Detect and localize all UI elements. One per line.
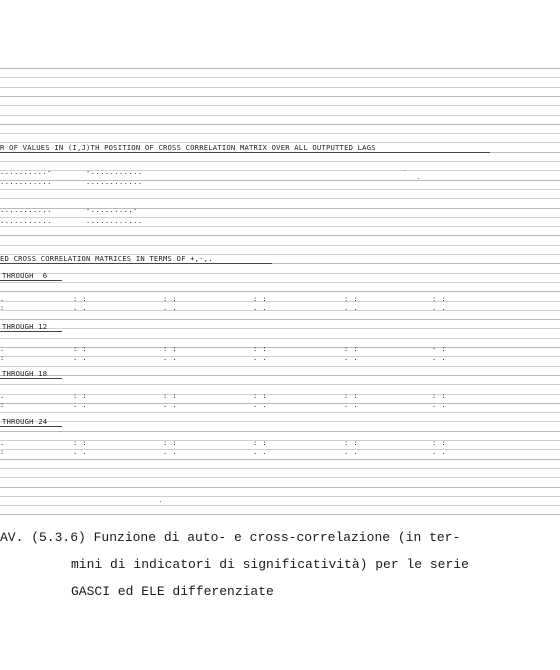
computer-printout: [0, 60, 560, 520]
matrix-row-3-col-2: -.........-: [86, 206, 138, 214]
paper-rule-line: [0, 170, 560, 171]
block-cell: - :: [432, 345, 447, 353]
paper-rule-line: [0, 124, 560, 125]
paper-rule-line: [0, 459, 560, 460]
paper-rule-line: [0, 68, 560, 69]
paper-rule-line: [0, 77, 560, 78]
paper-rule-line: [0, 487, 560, 488]
block-cell: . .: [73, 304, 88, 312]
paper-rule-line: [0, 105, 560, 106]
block-cell: . .: [253, 304, 268, 312]
block-cell: : :: [163, 439, 178, 447]
block-cell: : :: [432, 392, 447, 400]
paper-rule-line: [0, 189, 560, 190]
paper-rule-line: [0, 282, 560, 283]
printout-heading-1: R OF VALUES IN (I,J)TH POSITION OF CROSS CORRELATION MATRIX OVER ALL OUTPUTTED LAGS: [0, 143, 376, 152]
block-cell: . .: [73, 448, 88, 456]
block-label-underline: [0, 378, 62, 379]
block-cell: . .: [163, 401, 178, 409]
paper-rule-line: [0, 208, 560, 209]
block-cell: :: [0, 448, 5, 456]
block-cell: : :: [344, 345, 359, 353]
matrix-row-4-col-1: ...........: [0, 217, 52, 225]
paper-rule-line: [0, 245, 560, 246]
block-cell: : :: [253, 439, 268, 447]
paper-rule-line: [0, 198, 560, 199]
block-cell: . .: [432, 401, 447, 409]
block-cell: : :: [253, 392, 268, 400]
block-label-underline: [0, 280, 62, 281]
matrix-row-1-col-1: ..........-: [0, 168, 52, 176]
block-cell: . .: [344, 401, 359, 409]
paper-rule-line: [0, 421, 560, 422]
paper-rule-line: [0, 180, 560, 181]
paper-rule-line: [0, 273, 560, 274]
figure-caption-line-3: GASCI ed ELE differenziate: [71, 584, 274, 599]
block-cell: . .: [432, 304, 447, 312]
paper-rule-line: [0, 161, 560, 162]
block-cell: . .: [344, 304, 359, 312]
paper-rule-line: [0, 226, 560, 227]
block-cell: . .: [253, 448, 268, 456]
paper-rule-line: [0, 217, 560, 218]
figure-caption-line-1: AV. (5.3.6) Funzione di auto- e cross-correlazione (in ter-: [0, 530, 461, 545]
heading-1-underline: [0, 152, 490, 153]
printout-heading-2: ED CROSS CORRELATION MATRICES IN TERMS OF +,-,.: [0, 254, 213, 263]
matrix-row-1-col-2: -...........: [86, 168, 143, 176]
block-label: THROUGH 24: [2, 417, 48, 426]
block-cell: : :: [73, 295, 88, 303]
print-speck: [404, 170, 405, 171]
paper-rule-line: [0, 87, 560, 88]
block-cell: . .: [432, 354, 447, 362]
matrix-row-4-col-2: ............: [86, 217, 143, 225]
paper-rule-line: [0, 468, 560, 469]
block-label: THROUGH 18: [2, 369, 48, 378]
block-cell: . .: [432, 448, 447, 456]
paper-rule-line: [0, 291, 560, 292]
block-label-underline: [0, 426, 62, 427]
block-cell: : :: [73, 392, 88, 400]
block-label: THROUGH 12: [2, 322, 48, 331]
block-cell: : :: [73, 439, 88, 447]
matrix-row-3-col-1: ...........: [0, 206, 52, 214]
block-cell: : :: [344, 392, 359, 400]
paper-rule-line: [0, 235, 560, 236]
paper-rule-line: [0, 496, 560, 497]
matrix-row-2-col-1: ...........: [0, 178, 52, 186]
paper-rule-line: [0, 514, 560, 515]
block-cell: : :: [163, 295, 178, 303]
block-cell: .: [0, 345, 5, 353]
block-cell: . .: [253, 354, 268, 362]
block-cell: . .: [163, 354, 178, 362]
block-cell: : :: [253, 345, 268, 353]
paper-rule-line: [0, 477, 560, 478]
paper-rule-line: [0, 366, 560, 367]
block-cell: .: [0, 295, 5, 303]
paper-rule-line: [0, 328, 560, 329]
block-cell: :: [0, 304, 5, 312]
heading-2-underline: [0, 263, 272, 264]
block-cell: .: [0, 392, 5, 400]
paper-rule-line: [0, 375, 560, 376]
paper-rule-line: [0, 96, 560, 97]
block-cell: :: [0, 401, 5, 409]
paper-rule-line: [0, 133, 560, 134]
block-cell: . .: [73, 401, 88, 409]
block-cell: : :: [163, 345, 178, 353]
block-cell: : :: [73, 345, 88, 353]
block-cell: . .: [344, 354, 359, 362]
paper-rule-line: [0, 115, 560, 116]
block-cell: . .: [163, 448, 178, 456]
block-cell: .: [0, 439, 5, 447]
block-cell: . .: [163, 304, 178, 312]
paper-rule-line: [0, 505, 560, 506]
block-cell: . .: [344, 448, 359, 456]
block-cell: :: [0, 354, 5, 362]
block-cell: : :: [344, 439, 359, 447]
figure-caption-line-2: mini di indicatori di significatività) per le serie: [71, 557, 469, 572]
paper-rule-line: [0, 431, 560, 432]
block-cell: . .: [253, 401, 268, 409]
matrix-row-2-col-2: ............: [86, 178, 143, 186]
paper-rule-line: [0, 319, 560, 320]
block-label-underline: [0, 331, 62, 332]
block-label: THROUGH 6: [2, 271, 48, 280]
block-cell: : :: [253, 295, 268, 303]
block-cell: . .: [73, 354, 88, 362]
paper-rule-line: [0, 384, 560, 385]
block-cell: : :: [344, 295, 359, 303]
block-cell: : :: [432, 295, 447, 303]
block-cell: : :: [163, 392, 178, 400]
paper-rule-line: [0, 412, 560, 413]
print-speck: [160, 501, 161, 502]
block-cell: : :: [432, 439, 447, 447]
print-speck: [418, 178, 419, 179]
paper-rule-line: [0, 338, 560, 339]
